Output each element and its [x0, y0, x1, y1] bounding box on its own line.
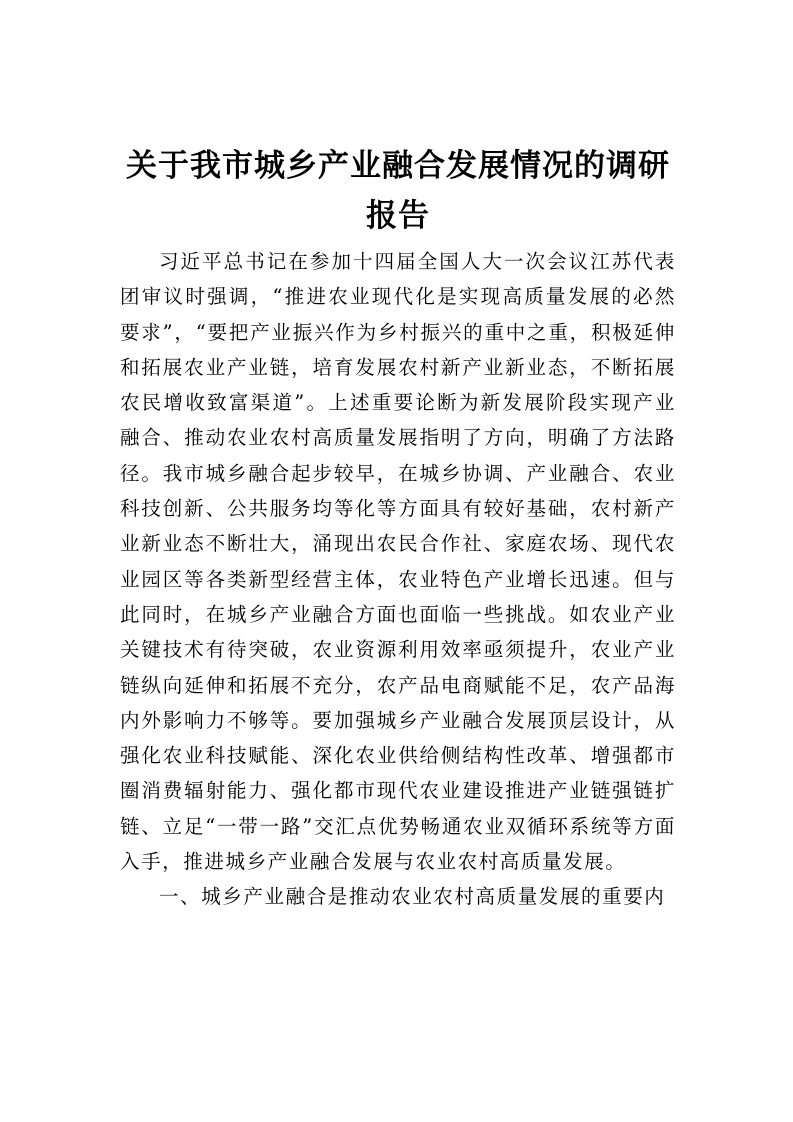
- paragraph-section-one-heading: 一、城乡产业融合是推动农业农村高质量发展的重要内: [159, 885, 666, 909]
- document-body: [120, 244, 676, 915]
- document-title: 关于我市城乡产业融合发展情况的调研报告: [126, 147, 670, 234]
- paragraph-intro: 习近平总书记在参加十四届全国人大一次会议江苏代表团审议时强调，“推进农业现代化是实现高质量发展的必然要求”，“要把产业振兴作为乡村振兴的重中之重，积极延伸和拓展农业产业链，培育发展农村新产业新业态，不断拓展农民增收致富渠道”。上述重要论断为新发展阶段实现产业融合、推动农业农村高质量发展指明了方向，明确了方法路径。我市城乡融合起步较早，在城乡协调、产业融合、农业科技创新、公共服务均等化等方面具有较好基础，农村新产业新业态不断壮大，涌现出农民合作社、家庭农场、现代农业园区等各类新型经营主体，农业特色产业增长迅速。但与此同时，在城乡产业融合方面也面临一些挑战。如农业产业关键技术有待突破，农业资源利用效率亟须提升，农业产业链纵向延伸和拓展不充分，农产品电商赋能不足，农产品海内外影响力不够等。要加强城乡产业融合发展顶层设计，从强化农业科技赋能、深化农业供给侧结构性改革、增强都市圈消费辐射能力、强化都市现代农业建设推进产业链强链扩链、立足“一带一路”交汇点优势畅通农业双循环系统等方面入手，推进城乡产业融合发展与农业农村高质量发展。: [120, 250, 676, 874]
